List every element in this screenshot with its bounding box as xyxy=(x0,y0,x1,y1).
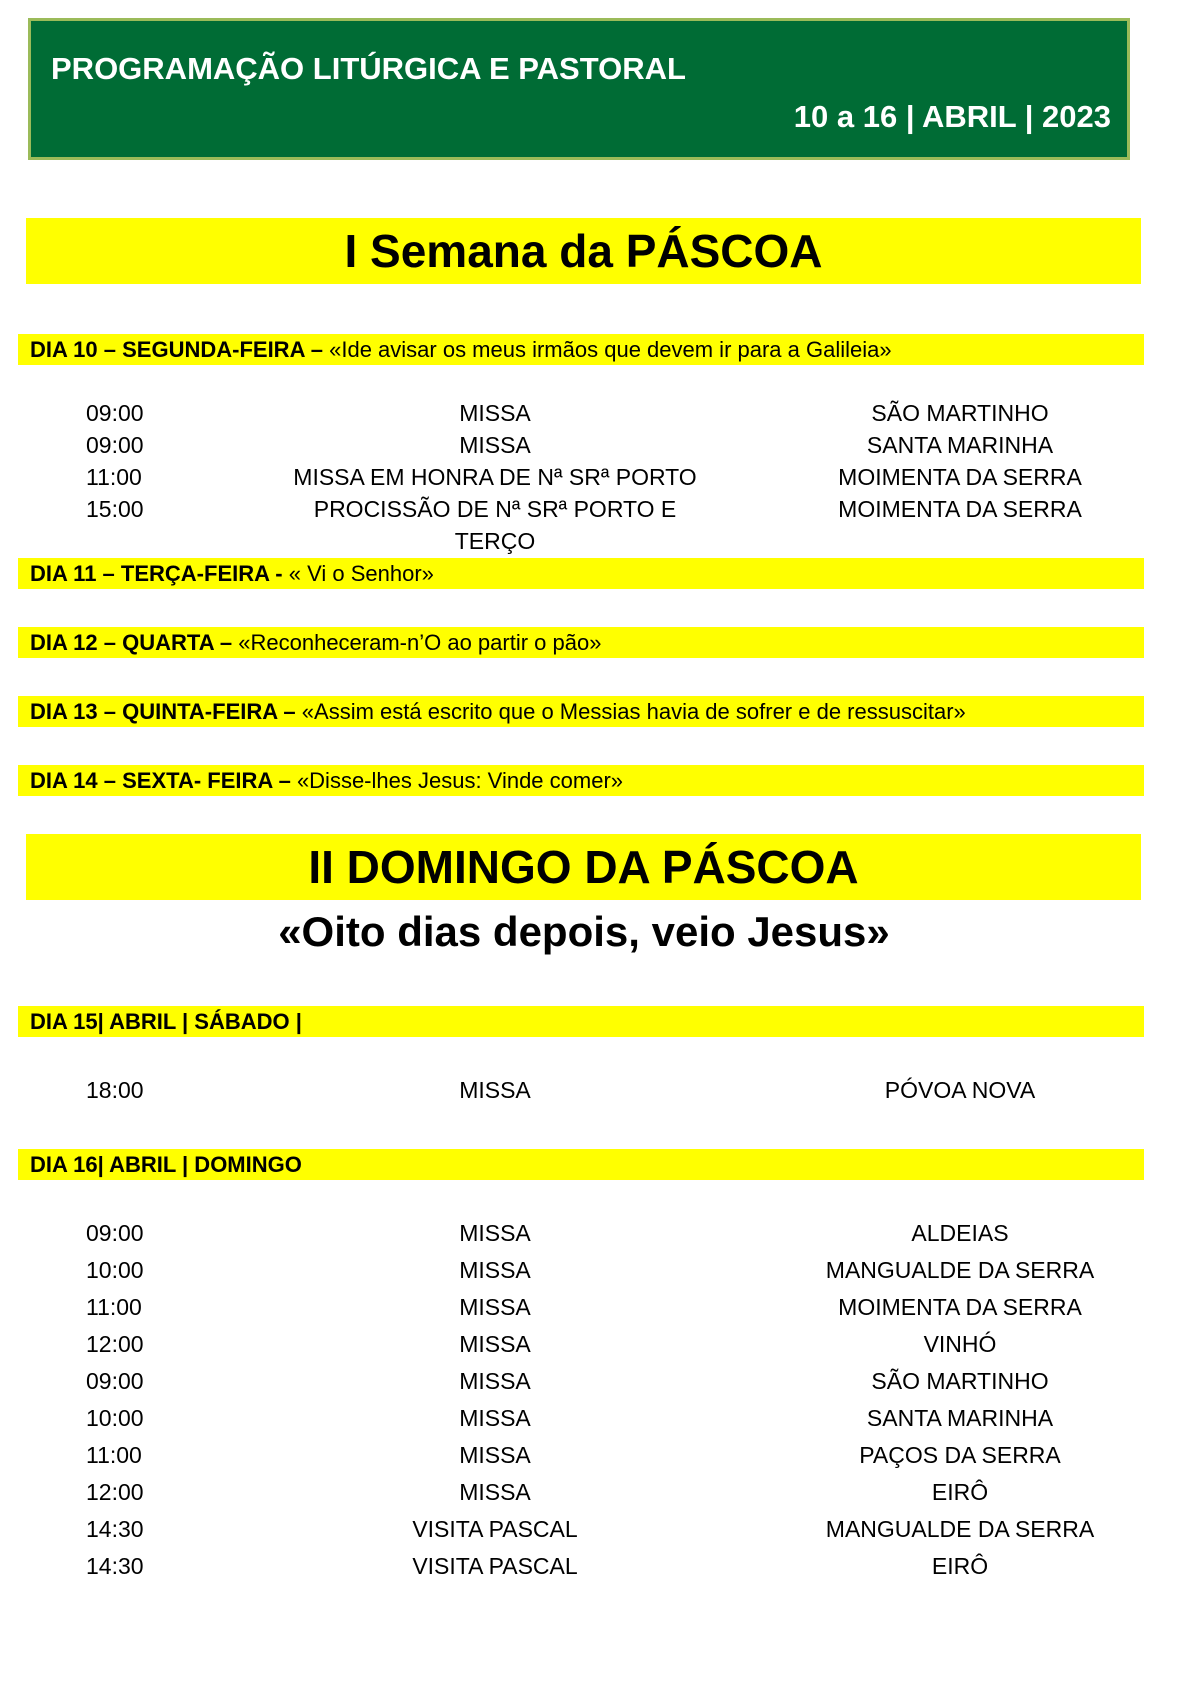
day-label: DIA 12 – QUARTA – xyxy=(30,630,233,655)
header-date-range: 10 a 16 | ABRIL | 2023 xyxy=(793,99,1111,134)
event-time: 14:30 xyxy=(86,1553,144,1579)
event-activity: MISSA xyxy=(459,1442,531,1468)
event-place: VINHÓ xyxy=(923,1331,997,1357)
day-label: DIA 14 – SEXTA- FEIRA – xyxy=(30,768,291,793)
event-place: ALDEIAS xyxy=(911,1220,1009,1246)
event-place: PÓVOA NOVA xyxy=(884,1077,1036,1103)
event-place: SÃO MARTINHO xyxy=(871,1368,1049,1394)
event-place: MOIMENTA DA SERRA xyxy=(838,496,1082,522)
day-quote: «Ide avisar os meus irmãos que devem ir para a Galileia» xyxy=(329,337,892,362)
event-activity: MISSA xyxy=(459,1294,531,1320)
table-row xyxy=(0,429,1191,461)
day-header-15 xyxy=(18,1006,1144,1037)
event-place: MOIMENTA DA SERRA xyxy=(838,1294,1082,1320)
event-time: 10:00 xyxy=(86,1257,144,1283)
table-row xyxy=(0,1550,1191,1582)
event-time: 09:00 xyxy=(86,1220,144,1246)
table-row xyxy=(0,1291,1191,1323)
day-header-16 xyxy=(18,1149,1144,1180)
event-activity: MISSA xyxy=(459,1077,531,1103)
sunday-banner: II DOMINGO DA PÁSCOA xyxy=(26,834,1141,900)
event-activity: PROCISSÃO DE Nª SRª PORTO E TERÇO xyxy=(313,496,677,554)
week-banner: I Semana da PÁSCOA xyxy=(26,218,1141,284)
day-header-12 xyxy=(18,627,1144,658)
event-time: 14:30 xyxy=(86,1516,144,1542)
event-time: 11:00 xyxy=(86,1442,142,1468)
day-quote: «Reconheceram-n’O ao partir o pão» xyxy=(238,630,602,655)
event-place: MANGUALDE DA SERRA xyxy=(825,1257,1095,1283)
day-label: DIA 13 – QUINTA-FEIRA – xyxy=(30,699,296,724)
table-row xyxy=(0,1402,1191,1434)
day-label: DIA 15| ABRIL | SÁBADO | xyxy=(30,1009,302,1034)
event-time: 11:00 xyxy=(86,1294,142,1320)
event-place: EIRÔ xyxy=(931,1479,989,1505)
day-quote: «Assim está escrito que o Messias havia de sofrer e de ressuscitar» xyxy=(301,699,966,724)
event-activity: MISSA xyxy=(459,1257,531,1283)
event-place: SANTA MARINHA xyxy=(866,1405,1054,1431)
table-row xyxy=(0,1254,1191,1286)
event-time: 12:00 xyxy=(86,1331,144,1357)
event-activity: VISITA PASCAL xyxy=(412,1553,578,1579)
table-row xyxy=(0,1365,1191,1397)
event-activity: MISSA xyxy=(459,1331,531,1357)
event-time: 10:00 xyxy=(86,1405,144,1431)
table-row xyxy=(0,1217,1191,1249)
table-row xyxy=(0,397,1191,429)
day-header-10 xyxy=(18,334,1144,365)
event-time: 15:00 xyxy=(86,496,144,522)
event-activity: MISSA xyxy=(459,400,531,426)
table-row xyxy=(0,1328,1191,1360)
event-place: EIRÔ xyxy=(931,1553,989,1579)
event-place: SANTA MARINHA xyxy=(866,432,1054,458)
event-time: 18:00 xyxy=(86,1077,144,1103)
table-row xyxy=(0,1074,1191,1106)
event-activity: MISSA EM HONRA DE Nª SRª PORTO xyxy=(293,464,697,490)
header-banner xyxy=(28,18,1130,160)
table-row xyxy=(0,461,1191,493)
event-activity: MISSA xyxy=(459,1220,531,1246)
event-time: 09:00 xyxy=(86,432,144,458)
header-title: PROGRAMAÇÃO LITÚRGICA E PASTORAL xyxy=(51,51,686,86)
event-activity: MISSA xyxy=(459,1479,531,1505)
event-time: 09:00 xyxy=(86,400,144,426)
event-place: MANGUALDE DA SERRA xyxy=(825,1516,1095,1542)
day-quote: « Vi o Senhor» xyxy=(288,561,434,586)
event-activity: MISSA xyxy=(459,1405,531,1431)
day-label: DIA 10 – SEGUNDA-FEIRA – xyxy=(30,337,323,362)
event-place: MOIMENTA DA SERRA xyxy=(838,464,1082,490)
day-header-13 xyxy=(18,696,1144,727)
event-activity: MISSA xyxy=(459,432,531,458)
table-row xyxy=(0,1513,1191,1545)
table-row xyxy=(0,493,1191,554)
event-place: SÃO MARTINHO xyxy=(871,400,1049,426)
event-activity: VISITA PASCAL xyxy=(412,1516,578,1542)
event-activity: MISSA xyxy=(459,1368,531,1394)
day-quote: «Disse-lhes Jesus: Vinde comer» xyxy=(296,768,624,793)
day-header-14 xyxy=(18,765,1144,796)
event-time: 11:00 xyxy=(86,464,142,490)
table-row xyxy=(0,1476,1191,1508)
sunday-subtitle: «Oito dias depois, veio Jesus» xyxy=(278,908,890,955)
day-header-11 xyxy=(18,558,1144,589)
event-place: PAÇOS DA SERRA xyxy=(859,1442,1061,1468)
event-time: 09:00 xyxy=(86,1368,144,1394)
event-time: 12:00 xyxy=(86,1479,144,1505)
table-row xyxy=(0,1439,1191,1471)
day-label: DIA 16| ABRIL | DOMINGO xyxy=(30,1152,302,1177)
day-label: DIA 11 – TERÇA-FEIRA - xyxy=(30,561,283,586)
